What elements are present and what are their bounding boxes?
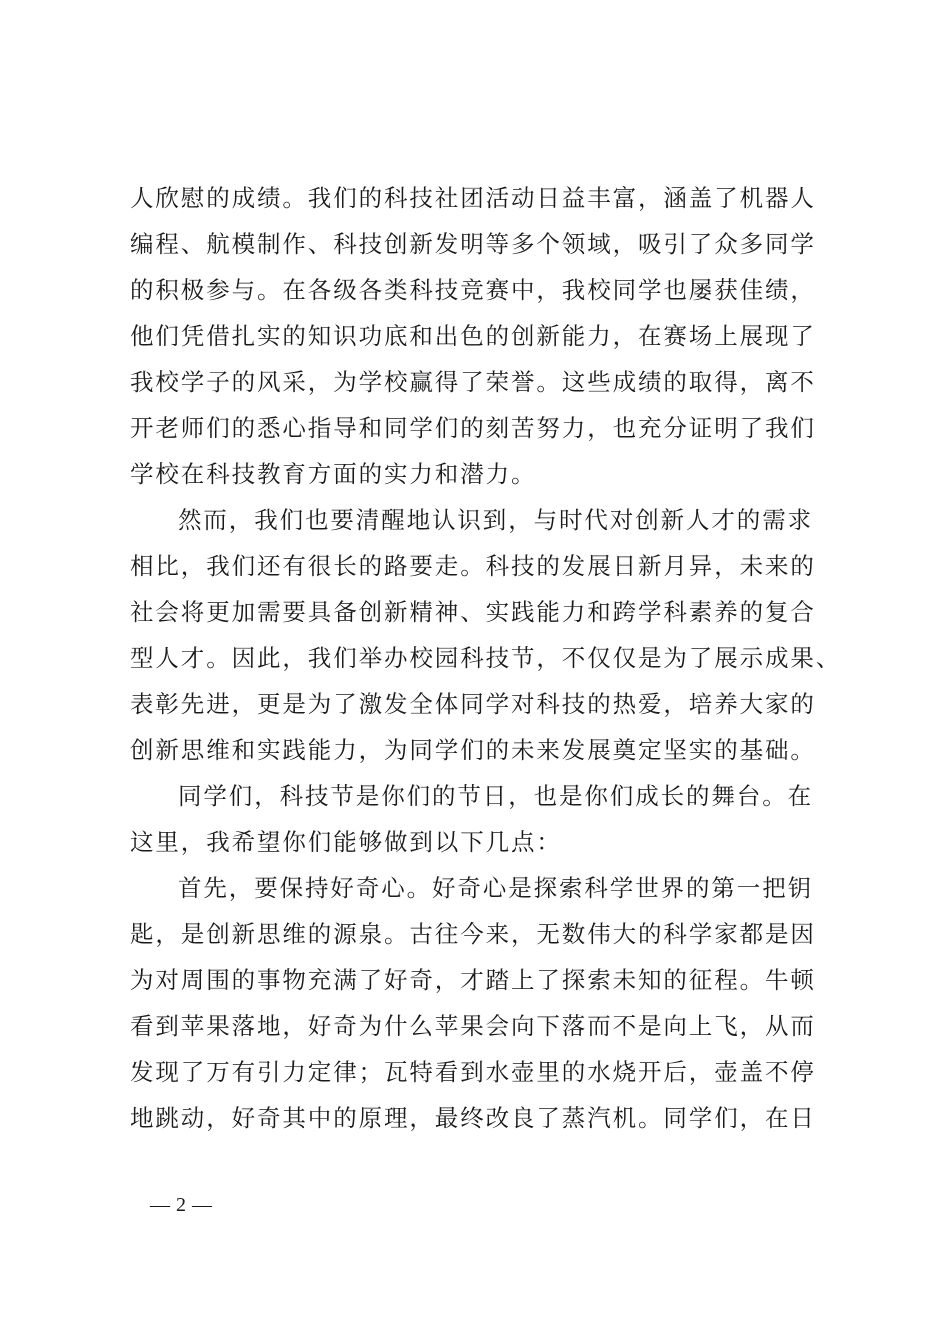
- text-line: 人欣慰的成绩。我们的科技社团活动日益丰富，涵盖了机器人: [130, 184, 816, 212]
- text-line: 匙，是创新思维的源泉。古往今来，无数伟大的科学家都是因: [130, 920, 816, 948]
- text-line: 创新思维和实践能力，为同学们的未来发展奠定坚实的基础。: [130, 736, 816, 764]
- paragraph-first-line: 首先，要保持好奇心。好奇心是探索科学世界的第一把钥: [178, 874, 813, 902]
- text-line: 学校在科技教育方面的实力和潜力。: [130, 460, 537, 488]
- text-line: 地跳动，好奇其中的原理，最终改良了蒸汽机。同学们，在日: [130, 1104, 816, 1132]
- text-line: 我校学子的风采，为学校赢得了荣誉。这些成绩的取得，离不: [130, 368, 816, 396]
- text-line: 开老师们的悉心指导和同学们的刻苦努力，也充分证明了我们: [130, 414, 816, 442]
- text-line: 为对周围的事物充满了好奇，才踏上了探索未知的征程。牛顿: [130, 966, 816, 994]
- text-line: 的积极参与。在各级各类科技竞赛中，我校同学也屡获佳绩，: [130, 276, 816, 304]
- text-line: 发现了万有引力定律；瓦特看到水壶里的水烧开后，壶盖不停: [130, 1058, 816, 1086]
- text-line: 型人才。因此，我们举办校园科技节，不仅仅是为了展示成果、: [130, 644, 842, 672]
- text-line: 表彰先进，更是为了激发全体同学对科技的热爱，培养大家的: [130, 690, 816, 718]
- paragraph-first-line: 然而，我们也要清醒地认识到，与时代对创新人才的需求: [178, 506, 813, 534]
- text-line: 这里，我希望你们能够做到以下几点：: [130, 828, 562, 856]
- text-line: 相比，我们还有很长的路要走。科技的发展日新月异，未来的: [130, 552, 816, 580]
- text-line: 社会将更加需要具备创新精神、实践能力和跨学科素养的复合: [130, 598, 816, 626]
- text-line: 他们凭借扎实的知识功底和出色的创新能力，在赛场上展现了: [130, 322, 816, 350]
- text-line: 看到苹果落地，好奇为什么苹果会向下落而不是向上飞，从而: [130, 1012, 816, 1040]
- page-number: — 2 —: [150, 1194, 213, 1216]
- text-line: 编程、航模制作、科技创新发明等多个领域，吸引了众多同学: [130, 230, 816, 258]
- paragraph-first-line: 同学们，科技节是你们的节日，也是你们成长的舞台。在: [178, 782, 813, 810]
